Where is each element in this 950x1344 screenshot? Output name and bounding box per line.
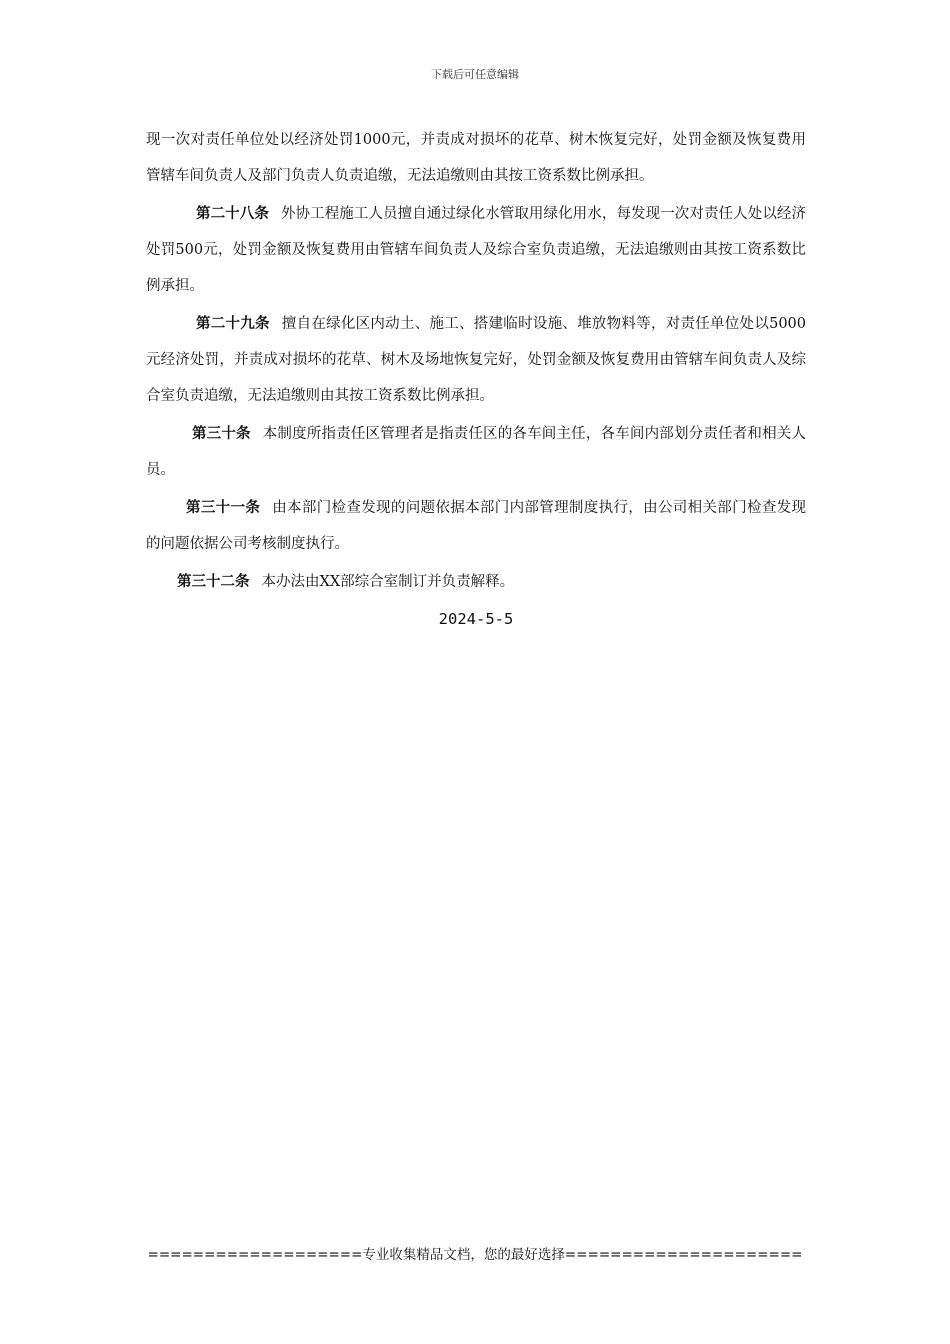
article-text: 由本部门检查发现的问题依据本部门内部管理制度执行，由公司相关部门检查发现的问题依据公司考核制度执行。 <box>146 500 806 552</box>
document-body <box>146 122 806 636</box>
document-date: 2024-5-5 <box>438 610 514 628</box>
article-31 <box>146 490 806 562</box>
paragraph-continuation <box>146 122 806 194</box>
article-28 <box>146 196 806 304</box>
paragraph-text: 现一次对责任单位处以经济处罚1000元，并责成对损坏的花草、树木恢复完好，处罚金额及恢复费用管辖车间负责人及部门负责人负责追缴，无法追缴则由其按工资系数比例承担。 <box>146 132 806 184</box>
article-29 <box>146 306 806 414</box>
page-footer-banner: ===================专业收集精品文档，您的最好选择===================== <box>147 1247 803 1263</box>
article-text: 外协工程施工人员擅自通过绿化水管取用绿化用水，每发现一次对责任人处以经济处罚500元，处罚金额及恢复费用由管辖车间负责人及综合室负责追缴，无法追缴则由其按工资系数比例承担。 <box>146 206 806 294</box>
article-title: 第三十一条 <box>186 500 261 516</box>
article-30 <box>146 416 806 488</box>
article-title: 第三十条 <box>192 426 251 442</box>
article-text: 本办法由XX部综合室制订并负责解释。 <box>261 574 515 590</box>
page-header-note: 下载后可任意编辑 <box>431 68 519 81</box>
article-32 <box>146 564 806 600</box>
article-title: 第三十二条 <box>177 574 250 590</box>
article-title: 第二十九条 <box>196 316 270 332</box>
article-text: 本制度所指责任区管理者是指责任区的各车间主任，各车间内部划分责任者和相关人员。 <box>146 426 806 478</box>
article-text: 擅自在绿化区内动土、施工、搭建临时设施、堆放物料等，对责任单位处以5000元经济处罚，并责成对损坏的花草、树木及场地恢复完好，处罚金额及恢复费用由管辖车间负责人及综合室负责追缴，无法追缴则由其按工资系数比例承担。 <box>146 316 806 404</box>
article-title: 第二十八条 <box>196 206 269 222</box>
